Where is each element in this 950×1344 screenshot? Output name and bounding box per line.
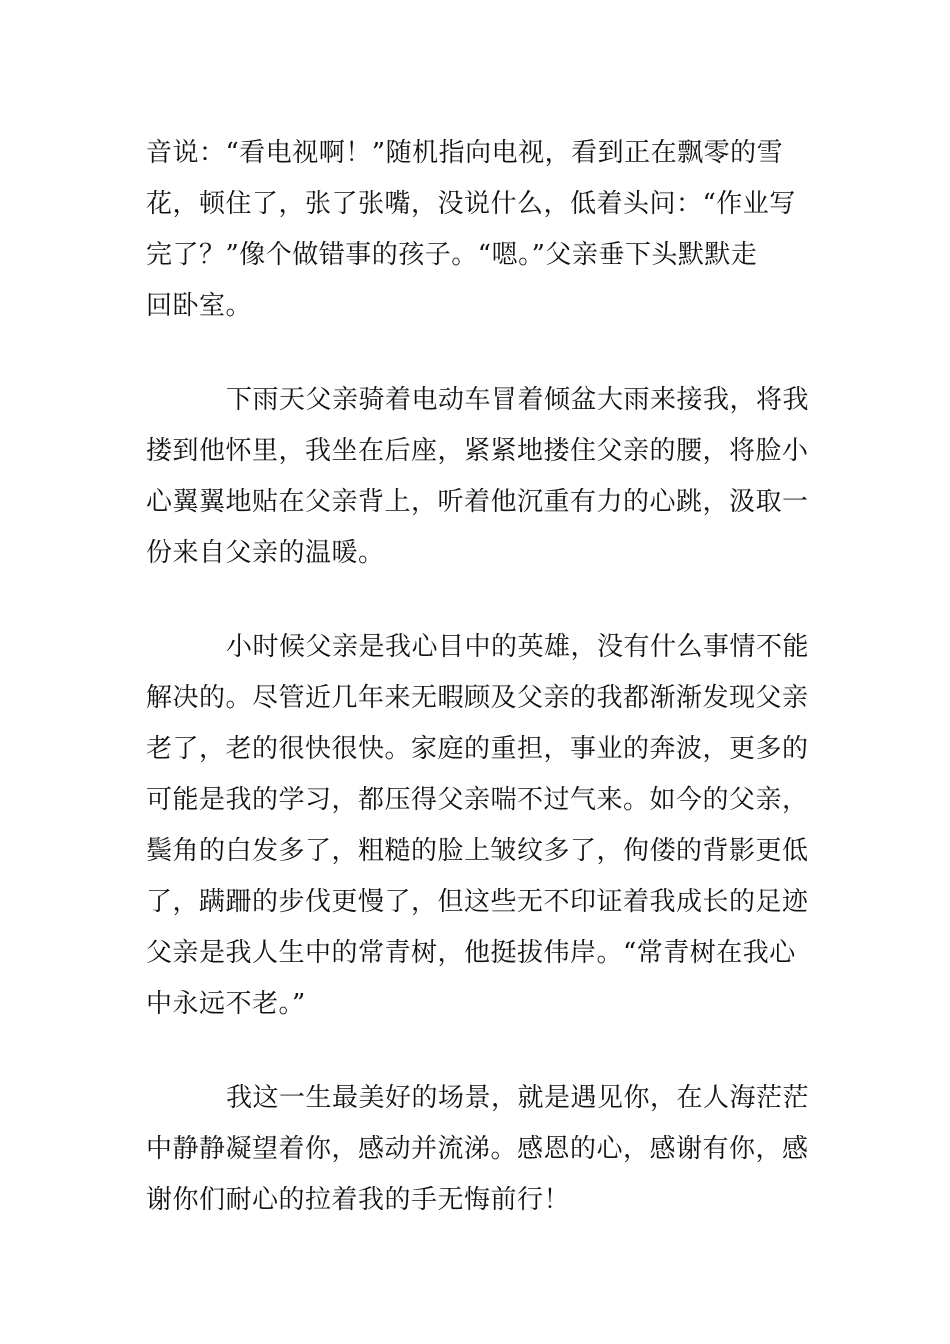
text-line: 我这一生最美好的场景，就是遇见你，在人海茫茫	[226, 1083, 810, 1113]
paragraph-4	[146, 1073, 810, 1226]
text-line: 老了，老的很快很快。家庭的重担，事业的奔波，更多的	[146, 734, 809, 764]
text-line: 中永远不老。”	[146, 989, 306, 1019]
text-line: 音说：“看电视啊！”随机指向电视，看到正在飘零的雪	[146, 138, 784, 168]
text-line: 鬓角的白发多了，粗糙的脸上皱纹多了，佝偻的背影更低	[146, 836, 809, 866]
paragraph-1	[146, 128, 806, 332]
text-line: 父亲是我人生中的常青树，他挺拔伟岸。“常青树在我心	[146, 938, 796, 968]
text-line: 可能是我的学习，都压得父亲喘不过气来。如今的父亲，	[146, 785, 809, 815]
text-line: 搂到他怀里，我坐在后座，紧紧地搂住父亲的腰，将脸小	[146, 436, 809, 466]
text-line: 心翼翼地贴在父亲背上，听着他沉重有力的心跳，汲取一	[146, 487, 809, 517]
text-line: 谢你们耐心的拉着我的手无悔前行！	[146, 1185, 571, 1215]
paragraph-3	[146, 622, 810, 1030]
text-line: 完了？”像个做错事的孩子。“嗯。”父亲垂下头默默走	[146, 240, 758, 270]
text-line: 中静静凝望着你，感动并流涕。感恩的心，感谢有你，感	[146, 1134, 809, 1164]
text-line: 了，蹒跚的步伐更慢了，但这些无不印证着我成长的足迹	[146, 887, 809, 917]
text-line: 份来自父亲的温暖。	[146, 538, 385, 568]
text-line: 下雨天父亲骑着电动车冒着倾盆大雨来接我，将我	[226, 385, 810, 415]
paragraph-2	[146, 375, 810, 579]
text-line: 花，顿住了，张了张嘴，没说什么，低着头问：“作业写	[146, 189, 796, 219]
text-line: 回卧室。	[146, 291, 253, 321]
document-body	[146, 128, 810, 1269]
text-line: 小时候父亲是我心目中的英雄，没有什么事情不能	[226, 632, 810, 662]
text-line: 解决的。尽管近几年来无暇顾及父亲的我都渐渐发现父亲	[146, 683, 809, 713]
